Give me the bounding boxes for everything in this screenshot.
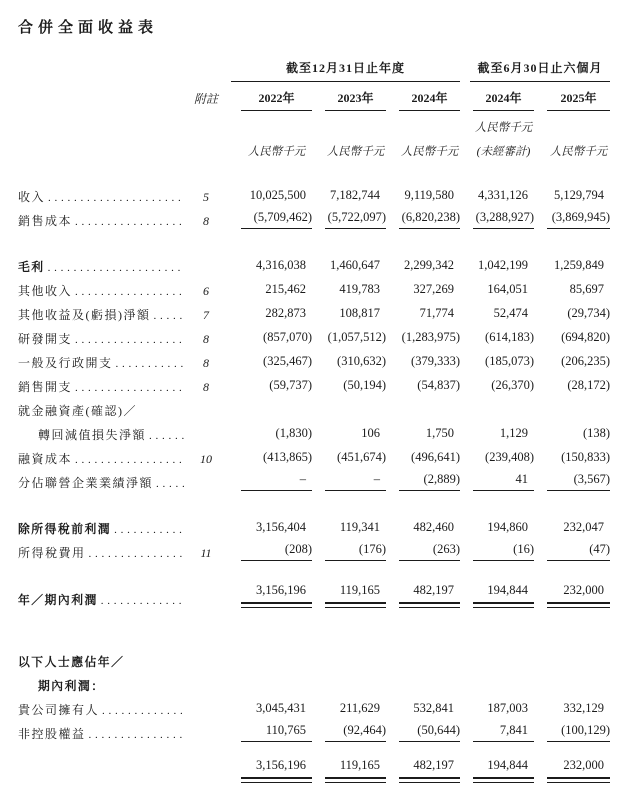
row-label: 毛利 . . .: [18, 251, 184, 275]
value-cell: (47): [534, 537, 610, 561]
row-label: 就金融資產(確認)／: [18, 404, 137, 418]
table-row: [18, 443, 610, 467]
value-cell: (310,632): [337, 354, 386, 368]
row-label: [18, 758, 184, 783]
value-cell: (150,833): [561, 450, 611, 464]
table-row: [18, 371, 610, 395]
period-group-row: [18, 59, 610, 82]
value-cell: 41: [460, 467, 534, 491]
value-cell: [312, 646, 386, 670]
table-row: [18, 670, 610, 694]
value-cell: 7,841: [460, 718, 534, 742]
note-reference: 8: [203, 356, 209, 370]
note-reference: [184, 251, 228, 275]
double-rule: [399, 777, 460, 784]
value-cell: [228, 395, 312, 419]
note-reference: [184, 646, 228, 670]
dot-leader: [98, 593, 184, 608]
double-rule: [325, 777, 386, 784]
value-cell: 232,047: [563, 520, 605, 534]
value-cell: [386, 395, 460, 419]
section-gap: [18, 229, 610, 251]
currency-unit: 人民幣千元: [326, 146, 385, 158]
value-cell: 332,129: [563, 701, 605, 715]
dot-leader: [86, 546, 184, 561]
value-cell: 5,129,794: [554, 188, 605, 202]
note-reference: [184, 670, 228, 694]
value-cell: –: [228, 467, 312, 491]
value-cell: 215,462: [265, 282, 306, 296]
row-label: 融資成本 . . .: [18, 443, 184, 467]
value-cell: 194,860: [487, 520, 528, 534]
value-cell: (50,194): [343, 378, 386, 392]
row-label: 除所得稅前利潤 . . .: [18, 513, 184, 537]
value-cell: (208): [228, 537, 312, 561]
table-row: [18, 205, 610, 229]
table-body: [18, 181, 610, 783]
table-row: [18, 275, 610, 299]
value-cell: (379,333): [411, 354, 460, 368]
value-cell: 1,129: [499, 426, 528, 440]
value-cell: (694,820): [561, 330, 611, 344]
year-header-2025-interim: 2025年: [547, 89, 610, 111]
currency-unit: 人民幣千元: [549, 146, 608, 158]
value-cell: 187,003: [487, 701, 528, 715]
table-row: [18, 537, 610, 561]
note-reference: [184, 467, 228, 491]
note-reference: [184, 395, 228, 419]
row-label: 以下人士應佔年／: [18, 655, 125, 669]
row-label: 所得稅費用 . . .: [18, 537, 184, 561]
value-cell: (100,129): [534, 718, 610, 742]
currency-unit: 人民幣千元: [247, 146, 306, 158]
note-reference: 8: [203, 332, 209, 346]
note-reference: 7: [203, 308, 209, 322]
value-cell: (50,644): [386, 718, 460, 742]
dot-leader: [151, 308, 185, 323]
value-cell: (1,830): [275, 426, 312, 440]
note-reference: [184, 718, 228, 742]
table-row: [18, 718, 610, 742]
double-rule: [473, 777, 534, 784]
year-header-2023: 2023年: [325, 89, 386, 111]
row-label: 期內利潤：: [38, 679, 105, 693]
period-group-interim: 截至6月30日止六個月: [470, 59, 610, 82]
value-cell: (5,709,462): [228, 205, 312, 229]
table-row: [18, 583, 610, 608]
note-reference: 11: [200, 546, 212, 560]
table-row: [18, 181, 610, 205]
year-header-2024: 2024年: [399, 89, 460, 111]
row-label: 其他收益及(虧損)淨額 . . .: [18, 299, 184, 323]
dot-leader: [113, 356, 184, 371]
value-cell: (239,408): [485, 450, 534, 464]
table-row: [18, 694, 610, 718]
value-cell: (28,172): [567, 378, 611, 392]
value-cell: 1,750: [425, 426, 454, 440]
table-row: [18, 513, 610, 537]
value-cell: 119,341: [339, 520, 380, 534]
value-cell: 1,259,849: [554, 258, 605, 272]
dot-leader: [72, 214, 184, 229]
value-cell: 85,697: [569, 282, 605, 296]
dot-leader: [153, 476, 184, 491]
double-rule: [547, 777, 610, 784]
value-cell: (3,869,945): [534, 205, 610, 229]
value-cell: (263): [386, 537, 460, 561]
dot-leader: [72, 380, 184, 395]
table-row: [18, 251, 610, 275]
section-gap: [18, 608, 610, 646]
value-cell: 9,119,580: [404, 188, 454, 202]
value-cell: (26,370): [491, 378, 534, 392]
row-label: 一般及行政開支 . . .: [18, 347, 184, 371]
value-cell: 232,000: [534, 758, 610, 783]
value-cell: 211,629: [339, 701, 380, 715]
double-rule: [241, 777, 312, 784]
row-label: 銷售成本 . . .: [18, 205, 184, 229]
table-row: [18, 299, 610, 323]
value-cell: (176): [312, 537, 386, 561]
dot-leader: [45, 260, 184, 275]
unaudited-note: (未經審計): [476, 146, 531, 158]
value-cell: 110,765: [228, 718, 312, 742]
value-cell: [228, 670, 312, 694]
income-statement-table: [18, 59, 610, 783]
value-cell: 1,460,647: [330, 258, 380, 272]
note-reference: 8: [203, 380, 209, 394]
period-group-annual: 截至12月31日止年度: [231, 59, 460, 82]
value-cell: (1,057,512): [327, 330, 386, 344]
note-reference: 6: [203, 284, 209, 298]
value-cell: 194,844: [460, 758, 534, 783]
value-cell: [534, 646, 610, 670]
value-cell: (325,467): [263, 354, 312, 368]
value-cell: 482,460: [413, 520, 454, 534]
value-cell: (857,070): [263, 330, 312, 344]
value-cell: 232,000: [534, 583, 610, 608]
value-cell: (496,641): [411, 450, 460, 464]
dot-leader: [146, 428, 184, 443]
note-reference: [184, 513, 228, 537]
year-header-2022: 2022年: [241, 89, 312, 111]
value-cell: 282,873: [265, 306, 306, 320]
value-cell: 108,817: [339, 306, 380, 320]
note-reference: [184, 583, 228, 608]
notes-column-header: 附註: [193, 92, 218, 106]
value-cell: 7,182,744: [330, 188, 380, 202]
value-cell: 119,165: [312, 583, 386, 608]
value-cell: [460, 395, 534, 419]
value-cell: (29,734): [567, 306, 611, 320]
row-label: 分佔聯營企業業績淨額 . . .: [18, 467, 184, 491]
value-cell: [460, 646, 534, 670]
section-gap: [18, 491, 610, 513]
value-cell: (451,674): [337, 450, 386, 464]
row-label: 收入 . . .: [18, 181, 184, 205]
dot-leader: [45, 190, 184, 205]
value-cell: 4,316,038: [256, 258, 306, 272]
value-cell: [534, 670, 610, 694]
value-cell: 482,197: [386, 758, 460, 783]
dot-leader: [86, 727, 184, 742]
page-title: 合併全面收益表: [18, 19, 159, 36]
value-cell: 10,025,500: [249, 188, 306, 202]
currency-unit: 人民幣千元: [400, 146, 459, 158]
value-cell: (3,567): [534, 467, 610, 491]
year-header-row: [18, 82, 610, 111]
value-cell: 3,156,196: [228, 758, 312, 783]
value-cell: 532,841: [413, 701, 454, 715]
value-cell: [386, 670, 460, 694]
dot-leader: [99, 703, 184, 718]
row-label: 研發開支 . . .: [18, 323, 184, 347]
section-gap: [18, 561, 610, 583]
row-label: 年／期內利潤 . . .: [18, 583, 184, 608]
value-cell: [460, 670, 534, 694]
row-label: 轉回減值損失淨額 . . .: [18, 419, 184, 443]
value-cell: 2,299,342: [404, 258, 454, 272]
value-cell: 194,844: [460, 583, 534, 608]
value-cell: [228, 646, 312, 670]
table-row: [18, 758, 610, 783]
dot-leader: [72, 332, 184, 347]
value-cell: (206,235): [561, 354, 611, 368]
dot-leader: [111, 522, 184, 537]
value-cell: (138): [582, 426, 611, 440]
value-cell: –: [312, 467, 386, 491]
note-reference: 8: [203, 214, 209, 228]
value-cell: (16): [460, 537, 534, 561]
note-reference: [184, 694, 228, 718]
value-cell: [312, 670, 386, 694]
value-cell: (3,288,927): [460, 205, 534, 229]
table-row: [18, 467, 610, 491]
table-row: [18, 419, 610, 443]
value-cell: (5,722,097): [312, 205, 386, 229]
dot-leader: [72, 284, 184, 299]
year-header-2024-interim: 2024年: [473, 89, 534, 111]
value-cell: (614,183): [485, 330, 534, 344]
value-cell: (54,837): [417, 378, 460, 392]
value-cell: (2,889): [386, 467, 460, 491]
value-cell: 482,197: [386, 583, 460, 608]
note-reference: 10: [200, 452, 212, 466]
value-cell: (92,464): [312, 718, 386, 742]
value-cell: [312, 395, 386, 419]
value-cell: 327,269: [413, 282, 454, 296]
value-cell: 4,331,126: [478, 188, 528, 202]
dot-leader: [72, 452, 184, 467]
row-label: 非控股權益 . . .: [18, 718, 184, 742]
value-cell: 1,042,199: [478, 258, 528, 272]
unit-row: [18, 111, 610, 181]
value-cell: (413,865): [263, 450, 312, 464]
row-label: 銷售開支 . . .: [18, 371, 184, 395]
table-header: [18, 59, 610, 181]
row-label: 貴公司擁有人 . . .: [18, 694, 184, 718]
note-reference: 5: [203, 190, 209, 204]
table-row: [18, 395, 610, 419]
value-cell: 3,156,196: [228, 583, 312, 608]
value-cell: 164,051: [487, 282, 528, 296]
value-cell: (1,283,975): [401, 330, 460, 344]
value-cell: 3,045,431: [256, 701, 306, 715]
value-cell: 106: [361, 426, 380, 440]
value-cell: 71,774: [419, 306, 454, 320]
note-reference: [184, 419, 228, 443]
value-cell: 3,156,404: [256, 520, 306, 534]
value-cell: [386, 646, 460, 670]
value-cell: [534, 395, 610, 419]
table-row: [18, 646, 610, 670]
value-cell: 119,165: [312, 758, 386, 783]
value-cell: (59,737): [269, 378, 312, 392]
row-label: 其他收入 . . .: [18, 275, 184, 299]
note-reference: [184, 758, 228, 783]
value-cell: (6,820,238): [386, 205, 460, 229]
currency-unit: 人民幣千元: [474, 122, 533, 134]
value-cell: 52,474: [493, 306, 528, 320]
value-cell: 419,783: [339, 282, 380, 296]
value-cell: (185,073): [485, 354, 534, 368]
table-row: [18, 347, 610, 371]
section-gap: [18, 742, 610, 758]
table-row: [18, 323, 610, 347]
